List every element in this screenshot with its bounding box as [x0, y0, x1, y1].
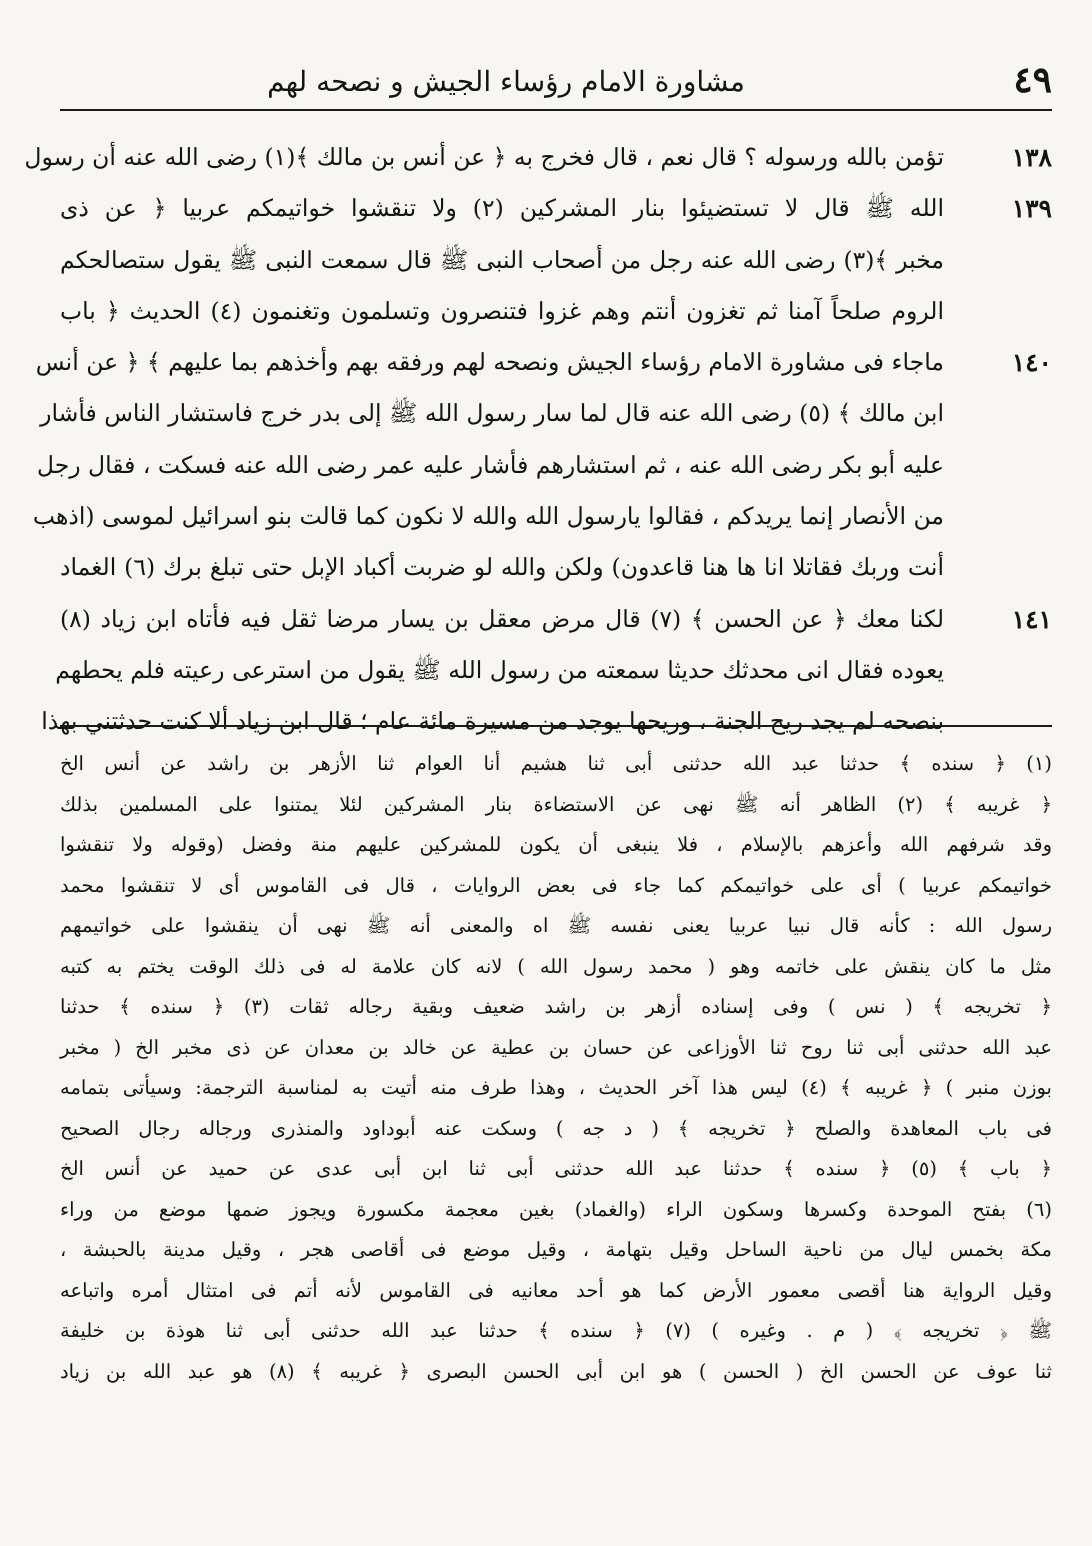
footnote-line: بوزن منبر ) ﴿ غريبه ﴾ (٤) ليس هذا آخر الحديث ، وهذا طرف منه أتيت به لمناسبة الترجمة: وسيأتى بتمامه	[60, 1076, 1052, 1099]
hadith-number: ١٣٨	[1011, 143, 1052, 172]
footnote-line: مثل ما كان ينقش على خاتمه وهو ( محمد رسول الله ) لانه كان علامة له فى ذلك الوقت يختم به كتبه	[60, 954, 1052, 978]
footnote-line: وقيل الرواية هنا أقصى معمور الأرض كما هو أحد معانيه فى القاموس لأنه أتم فى امتثال أمره واتباعه	[60, 1278, 1052, 1302]
text-line	[40, 388, 1052, 439]
page-number: ٤٩	[1013, 59, 1052, 101]
line-text: ابن مالك ﴾ (٥) رضى الله عنه قال لما سار رسول الله ﷺ إلى بدر خرج فاستشار الناس فأشار	[40, 399, 944, 428]
line-text: يعوده فقال انى محدثك حديثا سمعته من رسول الله ﷺ يقول من استرعى رعيته فلم يحطهم	[55, 655, 944, 684]
footnote-line: عبد الله حدثنى أبى ثنا روح ثنا الأوزاعى عن حسان بن عطية عن خالد بن معدان عن ذى مخبر الخ ( مخبر	[60, 1035, 1052, 1059]
line-text: تؤمن بالله ورسوله ؟ قال نعم ، قال فخرج به ﴿ عن أنس بن مالك ﴾(١) رضى الله عنه أن رسول	[24, 143, 944, 171]
text-line	[41, 696, 1052, 747]
text-line	[24, 132, 1052, 183]
hadith-number: ١٣٩	[1011, 194, 1052, 224]
line-text: الروم صلحاً آمنا ثم تغزون أنتم وهم غزوا فتنصرون وتسلمون وتغنمون (٤) الحديث ﴿ باب	[60, 296, 945, 325]
line-text: بنصحه لم يجد ريح الجنة ، وريحها يوجد من مسيرة مائة عام ؛ قال ابن زياد ألا كنت حدثتني بهذا	[41, 707, 944, 736]
text-line	[60, 235, 1052, 286]
footnote-line: فى باب المعاهدة والصلح ﴿ تخريجه ﴾ ( د جه ) وسكت عنه أبوداود والمنذرى ورجاله رجال الصحيح	[60, 1116, 1052, 1140]
text-line	[32, 491, 1052, 542]
text-line	[60, 542, 1052, 593]
header-rule	[60, 109, 1052, 111]
footnote-divider	[60, 725, 1052, 727]
main-text	[24, 132, 1052, 736]
footnote-line: ثنا عوف عن الحسن الخ ( الحسن ) هو ابن أبى الحسن البصرى ﴿ غريبه ﴾ (٨) هو عبد الله بن زياد	[60, 1359, 1052, 1383]
line-text: لكنا معك ﴿ عن الحسن ﴾ (٧) قال مرض معقل بن يسار مرضا ثقل فيه فأتاه ابن زياد (٨)	[60, 604, 944, 633]
footnote-line: (٦) بفتح الموحدة وكسرها وسكون الراء (والغماد) بغين معجمة مكسورة ويجوز ضمها موضع من وراء	[60, 1197, 1052, 1221]
footnote-line: مكة بخمس ليال من ناحية الساحل وقيل بتهامة ، وقيل موضع فى أقاصى هجر ، وقيل مدينة بالحبشة ،	[60, 1238, 1052, 1261]
footnote-line: وقد شرفهم الله وأعزهم بالإسلام ، فلا ينبغى أن يكون للمشركين عليهم منة وفضل (وقوله ولا تنقشوا	[60, 833, 1052, 856]
footnote-line: ﷺ ﴿ تخريجه ﴾ ( م . وغيره ) (٧) ﴿ سنده ﴾ حدثنا عبد الله حدثنى أبى ثنا هوذة بن خليفة	[60, 1319, 1052, 1342]
footnote-line: (١) ﴿ سنده ﴾ حدثنا عبد الله حدثنى أبى ثنا هشيم أنا العوام ثنا الأزهر بن راشد عن أنس الخ	[60, 752, 1052, 775]
footnote-line: ﴿ تخريجه ﴾ ( نس ) وفى إسناده أزهر بن راشد ضعيف وبقية رجاله ثقات (٣) ﴿ سنده ﴾ حدثنا	[60, 995, 1052, 1018]
text-line	[60, 183, 1052, 234]
line-text: أنت وربك فقاتلا انا ها هنا قاعدون) ولكن والله لو ضربت أكباد الإبل حتى تبلغ برك (٦) الغماد	[60, 553, 944, 582]
text-line	[55, 645, 1052, 696]
line-text: عليه أبو بكر رضى الله عنه ، ثم استشارهم فأشار عليه عمر رضى الله عنه فسكت ، فقال رجل	[36, 450, 944, 479]
running-title: مشاورة الامام رؤساء الجيش و نصحه لهم	[267, 65, 745, 98]
footnote-line: ﴿ باب ﴾ (٥) ﴿ سنده ﴾ حدثنا عبد الله حدثنى أبى ثنا ابن أبى عدى عن حميد عن أنس الخ	[60, 1157, 1052, 1180]
line-text: مخبر ﴾(٣) رضى الله عنه رجل من أصحاب النبى ﷺ قال سمعت النبى ﷺ يقول ستصالحكم	[60, 245, 944, 274]
footnote-line: خواتيمكم عربيا ) أى على خواتيمكم كما جاء فى بعض الروايات ، قال فى القاموس أى لا تنقشوا محمد	[60, 873, 1052, 897]
line-text: من الأنصار إنما يريدكم ، فقالوا يارسول الله والله لا نكون كما قالت بنو اسرائيل لموسى (اذهب	[32, 502, 944, 531]
page-header	[60, 55, 1052, 111]
line-text: ماجاء فى مشاورة الامام رؤساء الجيش ونصحه لهم ورفقه بهم وأخذهم بما عليهم ﴾ ﴿ عن أنس	[35, 348, 944, 377]
text-line	[60, 286, 1052, 337]
text-line	[35, 337, 1052, 388]
footnote-line: رسول الله : كأنه قال نبيا عربيا يعنى نفسه ﷺ اه والمعنى أنه ﷺ نهى أن ينقشوا على خواتيمهم	[60, 914, 1052, 937]
line-text: الله ﷺ قال لا تستضيئوا بنار المشركين (٢) ولا تنقشوا خواتيمكم عربيا ﴿ عن ذى	[60, 194, 944, 223]
text-line	[36, 440, 1052, 491]
footnotes	[60, 744, 1052, 1464]
hadith-number: ١٤٠	[1011, 348, 1052, 378]
footnote-line: ﴿ غريبه ﴾ (٢) الظاهر أنه ﷺ نهى عن الاستضاءة بنار المشركين لئلا يمتنوا على المسلمين بذلك	[60, 792, 1053, 816]
text-line	[60, 594, 1052, 645]
hadith-number: ١٤١	[1011, 604, 1052, 634]
